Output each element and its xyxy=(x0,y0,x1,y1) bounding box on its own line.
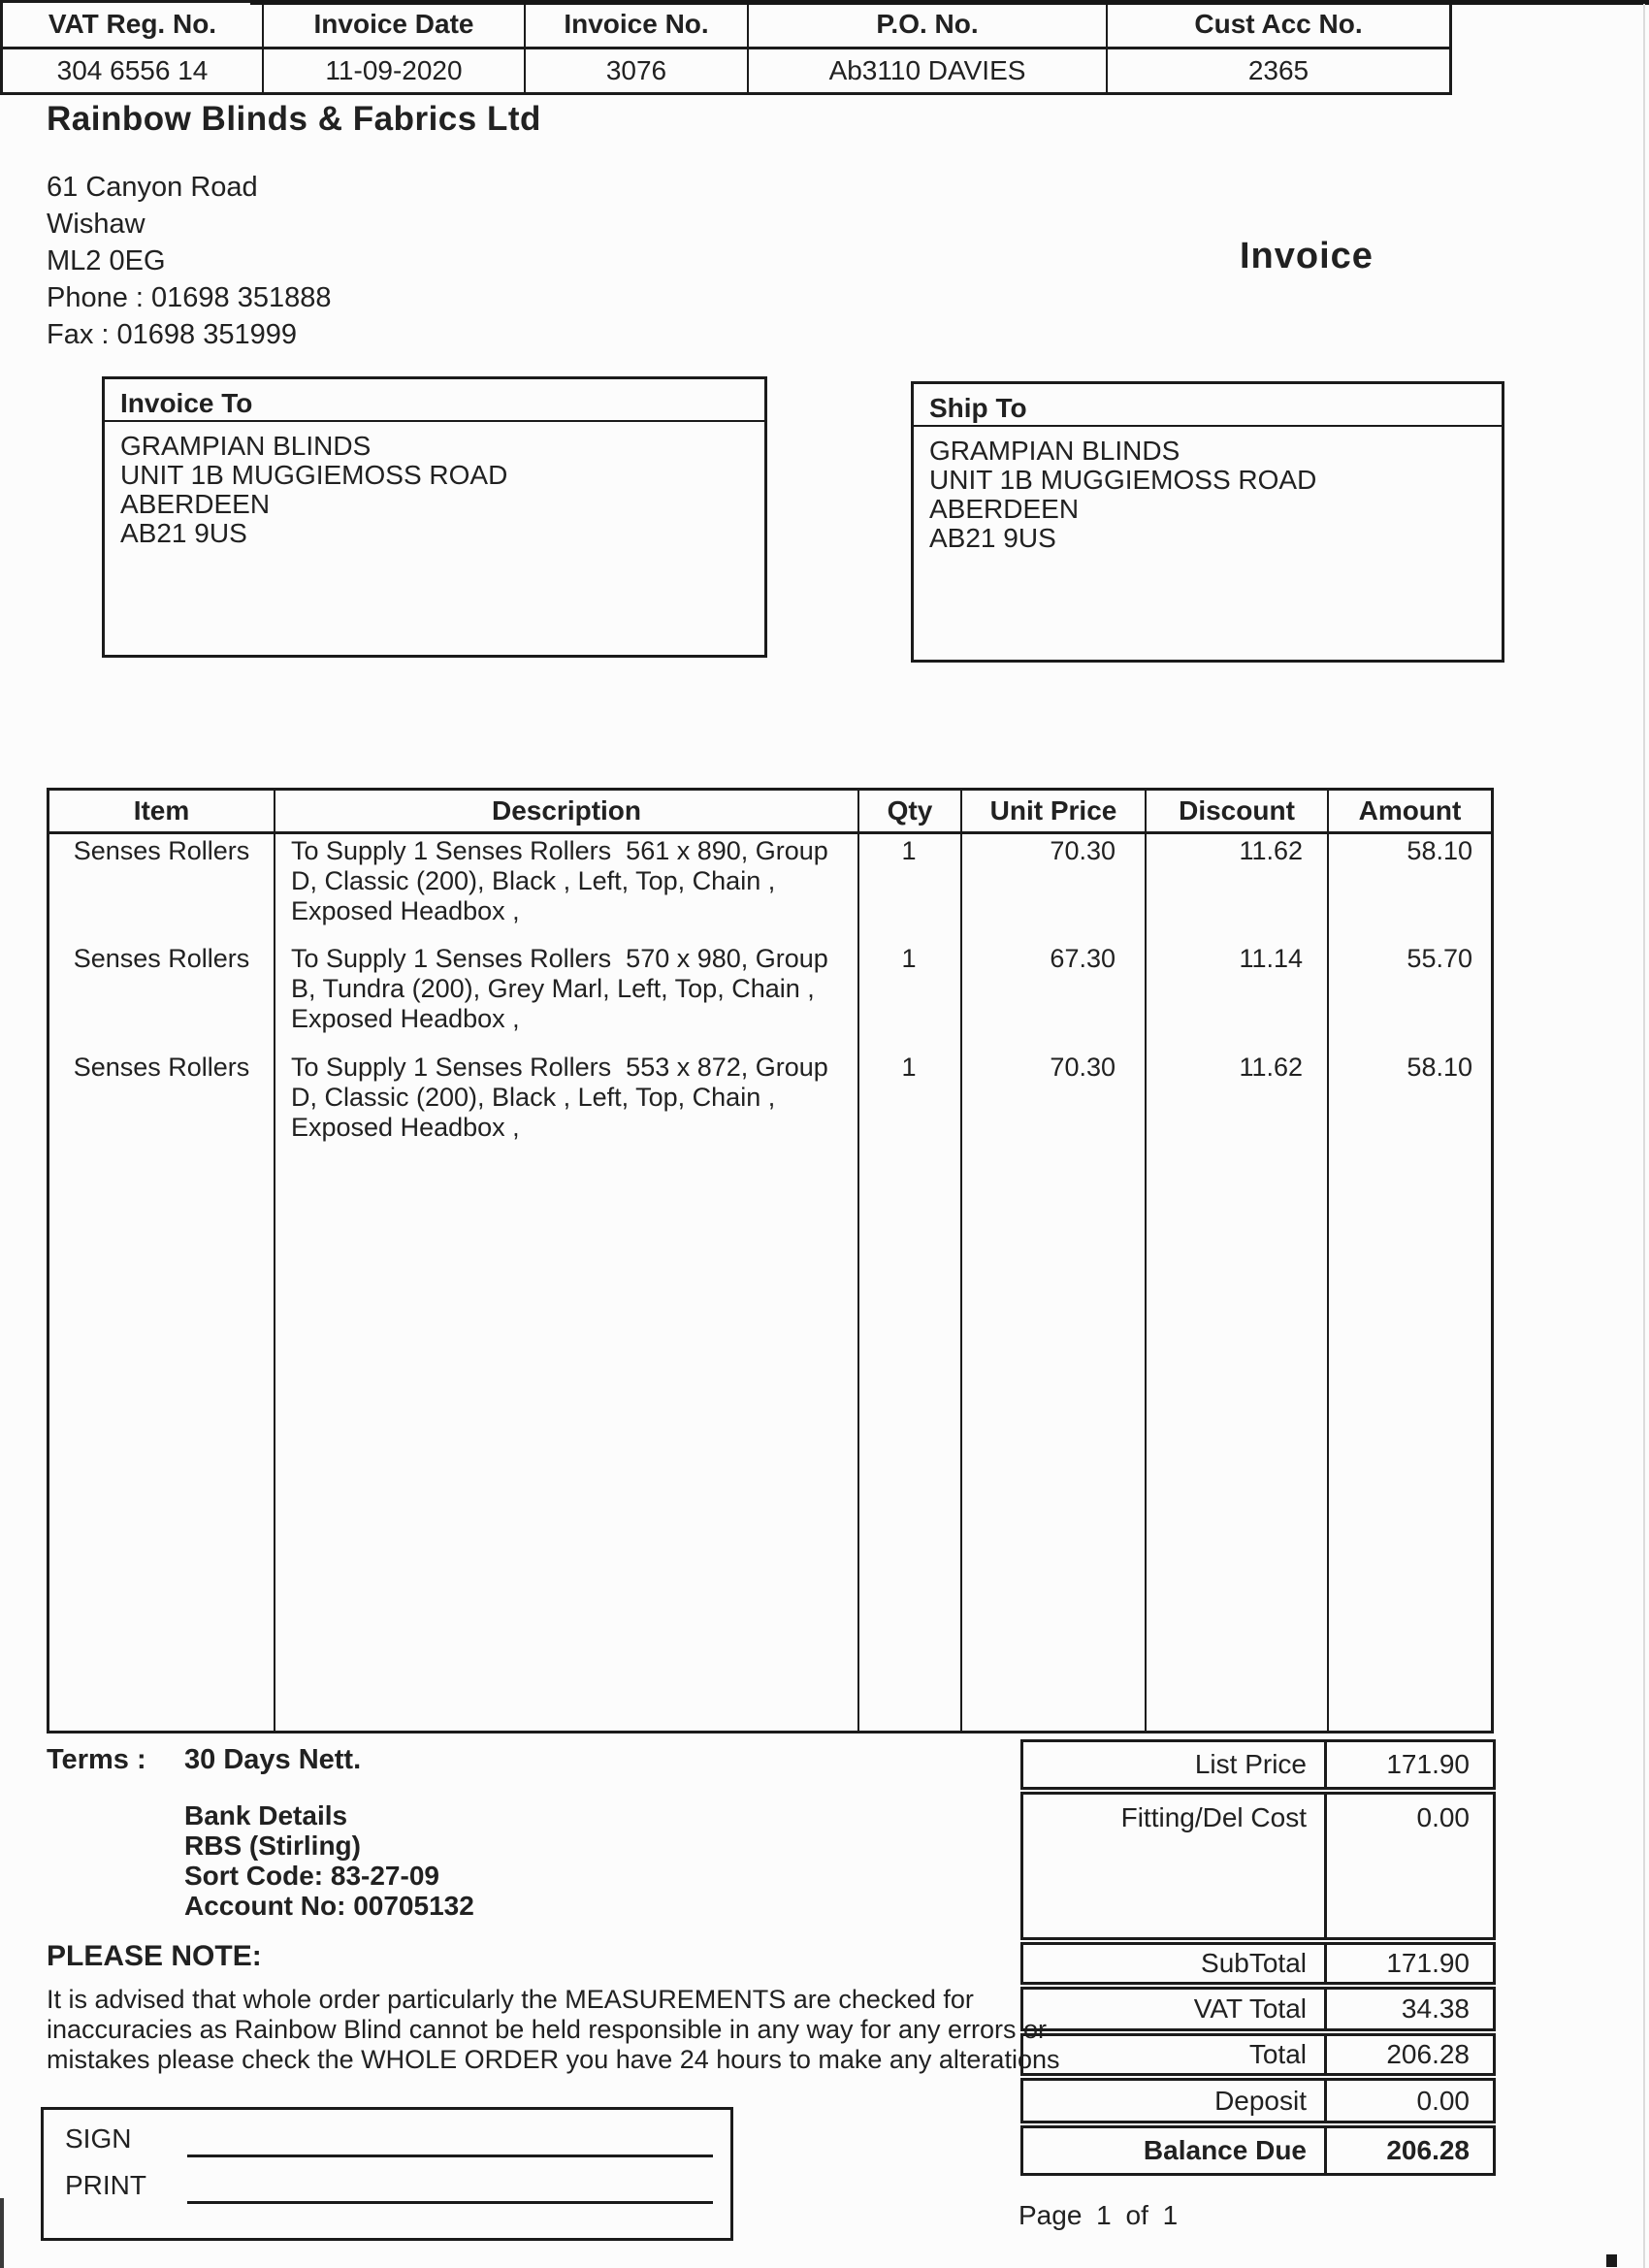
ship-to-line: UNIT 1B MUGGIEMOSS ROAD xyxy=(929,465,1317,495)
item-unit-price: 70.30 xyxy=(1050,1053,1116,1082)
item-name: Senses Rollers xyxy=(73,836,250,865)
item-name: Senses Rollers xyxy=(73,1053,250,1082)
line-items-table xyxy=(47,788,1494,1733)
total-label: VAT Total xyxy=(1023,1990,1327,2028)
description-line: To Supply 1 Senses Rollers 570 x 980, Group xyxy=(291,944,828,973)
total-label: SubTotal xyxy=(1023,1945,1327,1982)
total-row-total xyxy=(1020,2033,1496,2076)
description-line: B, Tundra (200), Grey Marl, Left, Top, Chain , xyxy=(291,974,815,1003)
item-amount: 58.10 xyxy=(1406,1053,1472,1082)
total-value: 206.28 xyxy=(1386,2135,1470,2165)
info-header-row xyxy=(3,3,1449,49)
info-value-cust-acc: 2365 xyxy=(1106,49,1449,93)
please-note-body xyxy=(47,1985,1059,2075)
ship-to-box xyxy=(911,381,1504,663)
invoice-to-box xyxy=(102,376,767,658)
item-name: Senses Rollers xyxy=(73,944,250,973)
ship-to-label: Ship To xyxy=(914,384,1502,427)
info-header-invoice-date: Invoice Date xyxy=(262,3,524,47)
description-line: Exposed Headbox , xyxy=(291,896,520,925)
info-value-vat-reg: 304 6556 14 xyxy=(56,54,209,85)
print-label: PRINT xyxy=(65,2170,146,2200)
item-discount: 11.14 xyxy=(1239,944,1303,973)
page-number: Page 1 of 1 xyxy=(1018,2200,1179,2230)
note-line: inaccuracies as Rainbow Blind cannot be held responsible in any way for any errors or xyxy=(47,2015,1048,2044)
item-unit-price: 70.30 xyxy=(1050,836,1116,865)
ship-to-line: ABERDEEN xyxy=(929,494,1080,524)
bank-details-block xyxy=(184,1800,474,1921)
description-line: D, Classic (200), Black , Left, Top, Chain , xyxy=(291,866,776,895)
item-amount: 58.10 xyxy=(1406,836,1472,865)
item-qty: 1 xyxy=(901,1053,917,1082)
total-value: 34.38 xyxy=(1401,1993,1470,2024)
total-row-vat-total xyxy=(1020,1987,1496,2031)
bank-details-heading: Bank Details xyxy=(184,1800,348,1831)
total-row-list-price xyxy=(1020,1739,1496,1790)
items-header-amount: Amount xyxy=(1327,791,1491,831)
sign-label: SIGN xyxy=(65,2123,132,2154)
terms-value: 30 Days Nett. xyxy=(184,1744,362,1775)
invoice-info-table xyxy=(0,0,1452,95)
item-amount: 55.70 xyxy=(1406,944,1472,973)
item-qty: 1 xyxy=(901,944,917,973)
company-address-line: ML2 0EG xyxy=(47,245,166,276)
item-unit-price: 67.30 xyxy=(1050,944,1116,973)
description-line: Exposed Headbox , xyxy=(291,1113,520,1142)
document-title: Invoice xyxy=(1240,236,1374,276)
total-label: Balance Due xyxy=(1023,2128,1327,2173)
item-description xyxy=(291,944,852,1034)
description-line: To Supply 1 Senses Rollers 553 x 872, Group xyxy=(291,1053,828,1082)
info-value-row xyxy=(3,49,1449,93)
info-header-cust-acc: Cust Acc No. xyxy=(1106,3,1449,47)
scan-edge-top xyxy=(250,0,1649,5)
company-address-line: Wishaw xyxy=(47,209,146,240)
total-value: 171.90 xyxy=(1386,1948,1470,1978)
company-address-block xyxy=(47,169,332,353)
total-row-subtotal xyxy=(1020,1942,1496,1985)
total-label: List Price xyxy=(1023,1742,1327,1787)
item-discount: 11.62 xyxy=(1239,836,1303,865)
note-line: It is advised that whole order particularly the MEASUREMENTS are checked for xyxy=(47,1985,974,2014)
note-line: mistakes please check the WHOLE ORDER you have 24 hours to make any alterations xyxy=(47,2045,1060,2074)
item-qty: 1 xyxy=(901,836,917,865)
invoice-to-label: Invoice To xyxy=(105,379,764,422)
info-header-po-no: P.O. No. xyxy=(747,3,1106,47)
info-header-invoice-no: Invoice No. xyxy=(524,3,747,47)
scan-edge-left xyxy=(0,2198,4,2268)
total-row-balance-due xyxy=(1020,2125,1496,2176)
total-row-fitting-del-cost xyxy=(1020,1792,1496,1940)
item-description xyxy=(291,1053,852,1143)
please-note-heading: PLEASE NOTE: xyxy=(47,1940,262,1972)
items-header-item: Item xyxy=(133,795,190,826)
total-value: 171.90 xyxy=(1386,1749,1470,1779)
total-label: Deposit xyxy=(1023,2081,1327,2121)
info-value-invoice-no: 3076 xyxy=(524,49,747,93)
bank-sort-code: Sort Code: 83-27-09 xyxy=(184,1861,439,1891)
info-header-vat-reg: VAT Reg. No. xyxy=(48,9,217,40)
total-value: 206.28 xyxy=(1386,2039,1470,2069)
invoice-to-line: ABERDEEN xyxy=(120,489,271,519)
ship-to-line: GRAMPIAN BLINDS xyxy=(929,436,1180,466)
company-phone: Phone : 01698 351888 xyxy=(47,282,332,313)
items-header-discount: Discount xyxy=(1145,791,1327,831)
total-row-deposit xyxy=(1020,2078,1496,2123)
print-line xyxy=(187,2201,713,2204)
items-header-unit-price: Unit Price xyxy=(960,791,1145,831)
scan-artifact-dot xyxy=(1606,2254,1617,2267)
column-divider xyxy=(274,834,275,1731)
invoice-to-line: UNIT 1B MUGGIEMOSS ROAD xyxy=(120,460,508,490)
description-line: To Supply 1 Senses Rollers 561 x 890, Group xyxy=(291,836,828,865)
info-value-invoice-date: 11-09-2020 xyxy=(262,49,524,93)
items-header-row xyxy=(49,791,1491,834)
total-value: 0.00 xyxy=(1416,1802,1470,1832)
total-value: 0.00 xyxy=(1416,2085,1470,2116)
company-name: Rainbow Blinds & Fabrics Ltd xyxy=(47,100,541,138)
total-label: Fitting/Del Cost xyxy=(1023,1795,1327,1937)
invoice-to-address xyxy=(105,422,764,558)
invoice-to-line: GRAMPIAN BLINDS xyxy=(120,431,372,461)
terms-label: Terms : xyxy=(47,1744,146,1775)
ship-to-address xyxy=(914,427,1502,563)
item-description xyxy=(291,836,852,926)
info-value-po-no: Ab3110 DAVIES xyxy=(747,49,1106,93)
scan-edge-right xyxy=(1643,4,1645,2268)
ship-to-line: AB21 9US xyxy=(929,523,1056,553)
bank-account-no: Account No: 00705132 xyxy=(184,1891,474,1921)
item-discount: 11.62 xyxy=(1239,1053,1303,1082)
description-line: Exposed Headbox , xyxy=(291,1004,520,1033)
company-address-line: 61 Canyon Road xyxy=(47,172,258,203)
total-label: Total xyxy=(1023,2036,1327,2073)
bank-name: RBS (Stirling) xyxy=(184,1831,361,1861)
invoice-to-line: AB21 9US xyxy=(120,518,247,548)
description-line: D, Classic (200), Black , Left, Top, Chain , xyxy=(291,1083,776,1112)
signature-box xyxy=(41,2107,733,2241)
items-header-qty: Qty xyxy=(857,791,960,831)
company-fax: Fax : 01698 351999 xyxy=(47,319,297,350)
sign-line xyxy=(187,2155,713,2157)
items-header-description: Description xyxy=(274,791,857,831)
